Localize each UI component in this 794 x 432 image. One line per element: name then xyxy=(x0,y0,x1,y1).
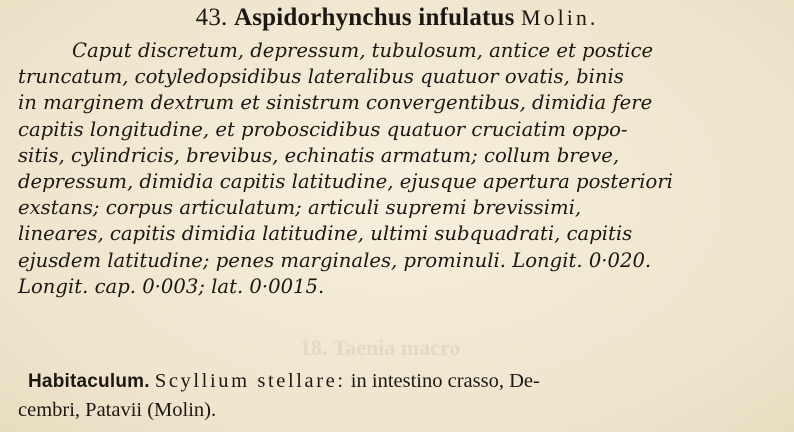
description-line: sitis, cylindricis, brevibus, echinatis armatum; collum breve, xyxy=(18,143,620,167)
species-heading xyxy=(0,2,794,34)
description-line: exstans; corpus articulatum; articuli supremi brevissimi, xyxy=(18,196,582,220)
description-line: depressum, dimidia capitis latitudine, ejusque apertura posteriori xyxy=(18,170,673,194)
species-description xyxy=(18,38,770,300)
species-name: Aspidorhynchus infulatus xyxy=(233,4,515,31)
description-line: truncatum, cotyledopsidibus lateralibus quatuor ovatis, binis xyxy=(18,65,624,89)
species-author: Molin. xyxy=(521,5,599,30)
description-line: in marginem dextrum et sinistrum convergentibus, dimidia fere xyxy=(18,91,653,115)
description-line: Longit. cap. 0·003; lat. 0·0015. xyxy=(18,274,325,298)
habitat-paragraph xyxy=(18,367,770,425)
habitat-label: Habitaculum. xyxy=(28,371,150,392)
habitat-location: in intestino crasso, De- xyxy=(350,370,540,392)
description-line: lineares, capitis dimidia latitudine, ultimi subquadrati, capitis xyxy=(18,222,633,246)
habitat-host: Scyllium stellare: xyxy=(154,370,346,392)
bleed-through-text: 18. Taenia macro xyxy=(300,335,461,360)
description-line: Caput discretum, depressum, tubulosum, antice et postice xyxy=(72,39,654,62)
species-number: 43. xyxy=(195,4,228,31)
habitat-line: cembri, Patavii (Molin). xyxy=(18,399,217,421)
description-line: ejusdem latitudine; penes marginales, prominuli. Longit. 0·020. xyxy=(18,248,652,272)
description-line: capitis longitudine, et proboscidibus quatuor cruciatim oppo- xyxy=(18,117,628,141)
